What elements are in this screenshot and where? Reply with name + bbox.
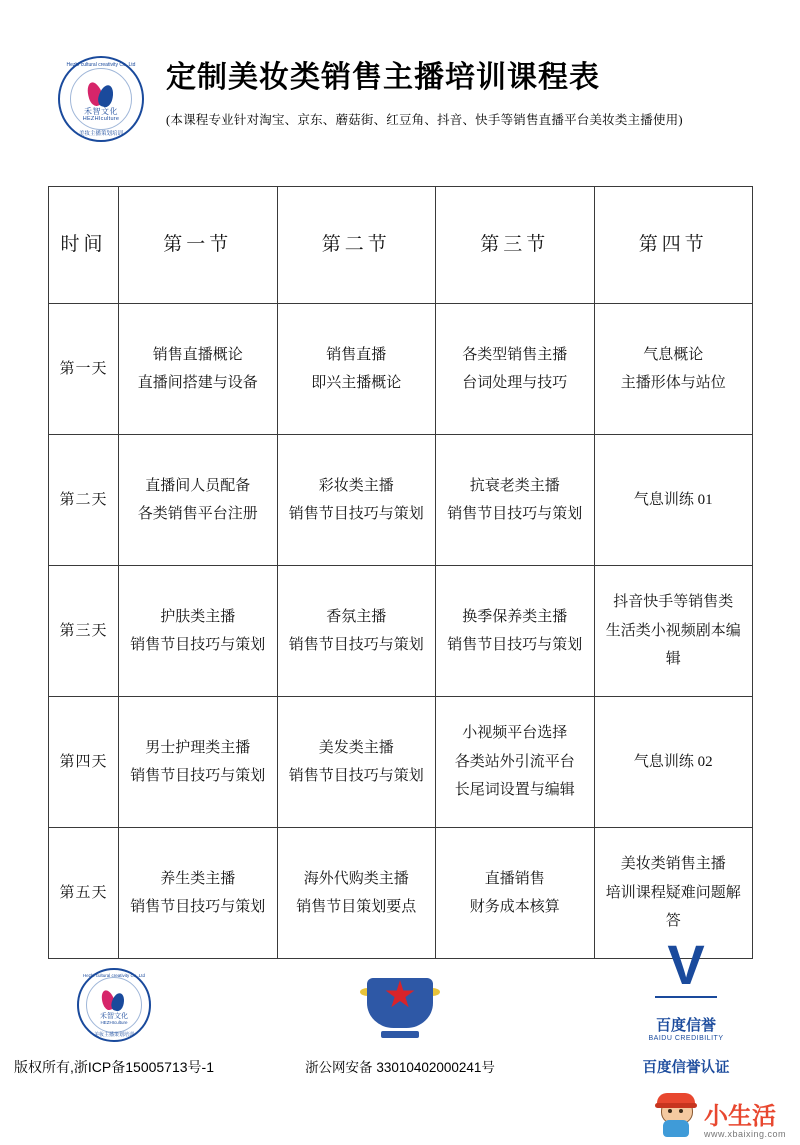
cell-day1-session3: 各类型销售主播 台词处理与技巧 [436,304,595,435]
logo-swoosh-icon [86,82,116,108]
badge-company-seal [34,968,194,1042]
baidu-badge-label-cn: 百度信誉 [655,1017,716,1034]
cell-day4-session2: 美发类主播 销售节目技巧与策划 [277,697,436,828]
cell-day5-session1: 养生类主播 销售节目技巧与策划 [119,828,278,959]
footer-badge-row [0,933,800,1042]
baidu-badge-label-en: BAIDU CREDIBILITY [648,1035,724,1042]
cell-day2-session1: 直播间人员配备 各类销售平台注册 [119,435,278,566]
schedule-table-wrapper [48,186,752,959]
company-logo [58,56,144,142]
table-header-row [49,187,753,304]
table-body [49,304,753,959]
watermark-text [704,1104,786,1139]
seal-arc-bottom-text: 美妆主播策划培训 [93,1032,134,1038]
row-day-label: 第四天 [49,697,119,828]
mascot-icon [654,1095,698,1139]
company-seal-icon [77,968,151,1042]
logo-arc-top-text: Hezhi cultural creativity Co.,Ltd [66,62,136,68]
schedule-table [48,186,753,959]
cell-day1-session2: 销售直播 即兴主播概论 [277,304,436,435]
cell-day4-session1: 男士护理类主播 销售节目技巧与策划 [119,697,278,828]
cell-day4-session3: 小视频平台选择 各类站外引流平台 长尾词设置与编辑 [436,697,595,828]
column-header-time: 时间 [49,187,119,304]
copyright-icp-text: 版权所有,浙ICP备15005713号-1 [14,1059,214,1075]
page-title: 定制美妆类销售主播培训课程表 [166,61,600,94]
cell-day1-session1: 销售直播概论 直播间搭建与设备 [119,304,278,435]
badge-police-emblem[interactable] [320,968,480,1042]
watermark-url: www.xbaixing.com [703,1129,786,1139]
table-row [49,304,753,435]
baidu-certification-text: 百度信誉认证 [642,1060,730,1076]
logo-brand-cn: 禾智文化 [84,107,118,116]
page-subtitle: (本课程专业针对淘宝、京东、蘑菇街、红豆角、抖音、快手等销售直播平台美妆类主播使用) [166,113,683,127]
seal-brand-cn: 禾智文化 [100,1013,128,1020]
police-emblem-icon[interactable] [363,968,437,1042]
baidu-credibility-icon[interactable]: V [649,938,723,1012]
cell-day4-session4: 气息训练 02 [594,697,753,828]
cell-day1-session4: 气息概论 主播形体与站位 [594,304,753,435]
seal-swoosh-icon [101,990,127,1012]
seal-brand-en: HEZHIculture [100,1020,128,1025]
cell-day3-session4: 抖音快手等销售类 生活类小视频剧本编辑 [594,566,753,697]
cell-day2-session3: 抗衰老类主播 销售节目技巧与策划 [436,435,595,566]
logo-arc-bottom-text: 美妆主播策划培训 [78,131,123,137]
row-day-label: 第二天 [49,435,119,566]
badge-baidu-credibility[interactable] [606,933,766,1042]
site-watermark [654,1095,786,1139]
column-header-session-2: 第二节 [277,187,436,304]
table-row [49,435,753,566]
cell-day5-session3: 直播销售 财务成本核算 [436,828,595,959]
seal-arc-top-text: Hezhi cultural creativity Co.,Ltd [82,973,146,978]
column-header-session-3: 第三节 [436,187,595,304]
table-row [49,697,753,828]
title-block [166,52,683,128]
row-day-label: 第三天 [49,566,119,697]
cell-day3-session3: 换季保养类主播 销售节目技巧与策划 [436,566,595,697]
table-row [49,566,753,697]
police-filing-text[interactable]: 浙公网安备 33010402000241号 [305,1060,495,1075]
column-header-session-4: 第四节 [594,187,753,304]
cell-day2-session4: 气息训练 01 [594,435,753,566]
row-day-label: 第一天 [49,304,119,435]
column-header-session-1: 第一节 [119,187,278,304]
footer-text-row [0,1056,800,1077]
logo-brand-en: HEZHIculture [82,116,120,122]
cell-day3-session2: 香氛主播 销售节目技巧与策划 [277,566,436,697]
cell-day5-session2: 海外代购类主播 销售节目策划要点 [277,828,436,959]
document-header [58,0,800,142]
cell-day3-session1: 护肤类主播 销售节目技巧与策划 [119,566,278,697]
cell-day2-session2: 彩妆类主播 销售节目技巧与策划 [277,435,436,566]
cell-day5-session4: 美妆类销售主播 培训课程疑难问题解答 [594,828,753,959]
watermark-title: 小生活 [703,1102,776,1130]
document-footer [0,933,800,1077]
row-day-label: 第五天 [49,828,119,959]
